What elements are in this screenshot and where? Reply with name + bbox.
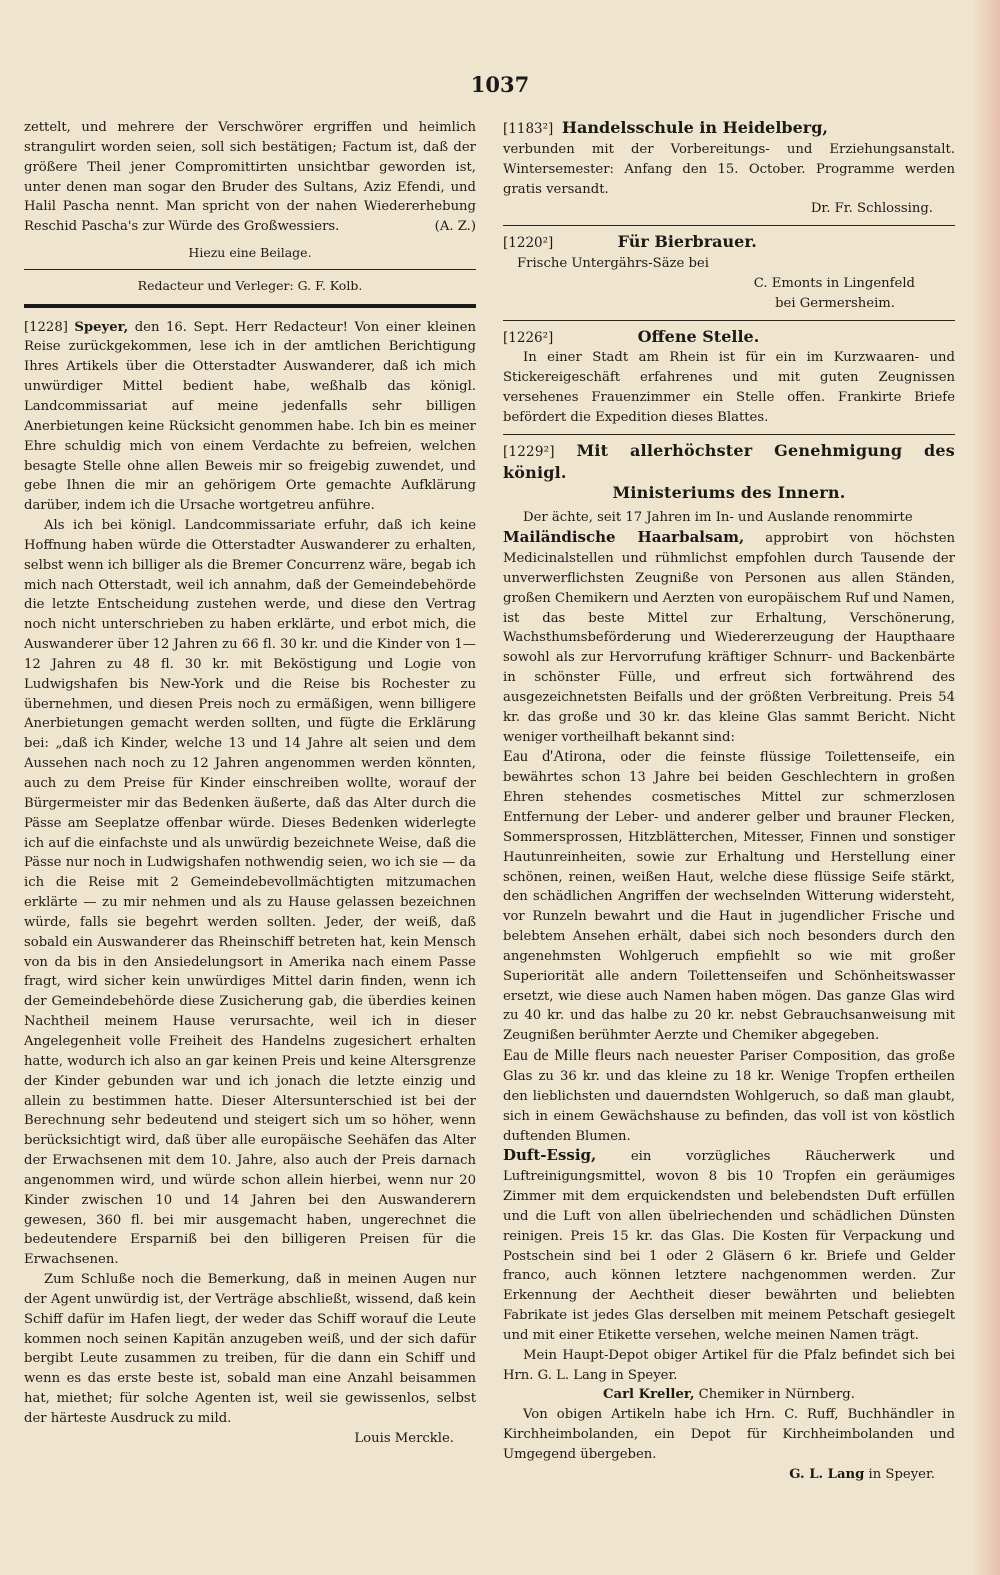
ad-body: In einer Stadt am Rhein ist für ein im Kurzwaaren- und Stickereigeschäft erfahrenes und mit guten Zeugnissen versehenes Frauenzimmer ein Stelle offen. Frankirte Briefe befördert die Expedition dieses Blattes. bbox=[503, 350, 955, 425]
final-signature bbox=[503, 1465, 955, 1485]
letter-second-paragraph: Als ich bei königl. Landcommissariate erfuhr, daß ich keine Hoffnung haben würde die Otterstadter Auswanderer zu erhalten, selbst wenn ich billiger als die Bremer Concurrenz wäre, begab ich mich nach Otterstadt, weil ich annahm, daß der Gemeindebehörde die letzte Entscheidung zustehen werde, und diese den Vertrag noch nicht unterschrieben zu haben erklärte, und erbot mich, die Auswanderer über 12 Jahren zu 66 fl. 30 kr. und die Kinder von 1—12 Jahren zu 48 fl. 30 kr. mit Beköstigung und Logie von Ludwigshafen bis New-York und die Reise bis Rochester zu übernehmen, und diesen Preis noch zu ermäßigen, wenn billigere Anerbietungen gemacht werden sollten, und fügte die Erklärung bei: „daß ich Kinder, welche 13 und 14 Jahre alt seien und dem Aussehen nach noch zu 12 Jahren angenommen werden könnten, auch zu dem Preise für Kinder einschreiben wollte, worauf der Bürgermeister mir das Bedenken äußerte, daß das Alter durch die Pässe am Seeplatze offenbar würde. Dieses Bedenken widerlegte ich auf die einfachste und als unwürdig bezeichnete Weise, daß die Pässe nur noch in Ludwigshafen nothwendig seien, wo ich sie — da ich die Reise mit 2 Gemeindebevollmächtigten mitzumachen erklärte — zu mir nehmen und als zu Hause gelassen bezeichnen würde, falls sie begehrt werden sollten. Jeder, der weiß, daß sobald ein Auswanderer das Rheinschiff betreten hat, kein Mensch von da bis in den Ansiedelungsort in Amerika nach einem Passe fragt, wird sicher kein unwürdiges Mittel darin finden, wenn ich der Gemeindebehörde diese Zusicherung gab, die überdies keinen Nachtheil meinem Hause verursachte, weil ich in dieser Angelegenheit volle Freiheit des Handelns zugesichert erhalten hatte, wodurch ich also an gar keinen Preis und keine Altersgrenze der Kinder gebunden war und ich jonach die letzte einzig und allein zu bestimmen hatte. Dieser Altersunterschied ist bei der Berechnung sehr bedeutend und steigert sich um so höher, wenn berücksichtigt wird, daß über alle europäische Seehäfen das Alter der Erwachsenen mit dem 10. Jahre, also auch der Preis darnach angenommen wird, und würde schon allein hierbei, wenn nur 20 Kinder zwischen 10 und 14 Jahren bei den Auswanderern gewesen, 360 fl. bei mir ausgemacht haben, ungerechnet die bedeutendere Ersparniß bei den billigeren Preisen für die Erwachsenen. bbox=[24, 518, 476, 1268]
divider bbox=[24, 269, 476, 270]
product-eau-mille-fleurs bbox=[503, 1046, 955, 1146]
ad-heading: Mit allerhöchster Genehmigung des königl. bbox=[503, 440, 955, 482]
product-haarbalsam bbox=[503, 528, 955, 747]
product-text: nach neuester Pariser Composition, das große Glas zu 36 kr. und das kleine zu 18 kr. Wenige Tropfen ertheilen den lieblichsten und dauerndsten Wohlgeruch, so daß man glaubt, sich in einem Gewächshause zu befinden, das voll ist von köstlich duftenden Blumen. bbox=[503, 1049, 955, 1144]
right-column bbox=[503, 118, 955, 1489]
ad-intro: Der ächte, seit 17 Jahren im In- und Auslande renommirte bbox=[523, 510, 913, 526]
ad-number: [1183²] bbox=[503, 121, 554, 137]
maker-line bbox=[503, 1385, 955, 1405]
ad-offene-stelle bbox=[503, 327, 955, 428]
maker-title: Chemiker in Nürnberg. bbox=[698, 1387, 855, 1403]
left-column bbox=[24, 118, 476, 1449]
product-text: oder die feinste flüssige Toilettenseife, ein bewährtes schon 13 Jahre bei beiden Geschlechtern in großen Ehren stehendes cosmetisches Mittel zur schmerzlosen Entfernung der Leber- und anderer gelber und brauner Flecken, Sommersprossen, Hitzblätterchen, Mitesser, Finnen und sonstiger Hautunreinheiten, sowie zur Erhaltung und Herstellung einer schönen, reinen, weißen Haut, welche diese flüssige Seife stärkt, den schädlichen Angriffen der wechselnden Witterung widersteht, vor Runzeln bewahrt und die Haut in jugendlicher Frische und belebtem Ansehen erhält, dabei sich noch besonders durch den angenehmsten Wohlgeruch empfiehlt so wie mit großer Superiorität alle andern Toilettenseifen und Schönheitswasser ersetzt, wie diese auch Namen haben mögen. Das ganze Glas wird zu 40 kr. und das halbe zu 20 kr. nebst Gebrauchsanweisung mit Zeugnißen berühmter Aerzte und Chemiker abgegeben. bbox=[503, 750, 955, 1044]
ad-number: [1229²] bbox=[503, 443, 555, 460]
product-name: Eau de Mille fleurs bbox=[503, 1047, 632, 1065]
ad-line: bei Germersheim. bbox=[775, 295, 895, 311]
product-name: Duft-Essig, bbox=[503, 1146, 597, 1165]
thick-divider bbox=[24, 304, 476, 308]
product-text: ein vorzügliches Räucherwerk und Luftreinigungsmittel, wovon 8 bis 10 Tropfen ein geräumiges Zimmer mit dem erquickendsten und belebendsten Duft erfüllen und die Luft von allen übelriechenden und schädlichen Dünsten reinigen. Preis 15 kr. das Glas. Die Kosten für Verpackung und Postschein sind bei 1 oder 2 Gläsern 6 kr. Briefe und Gelder franco, auch können letztere nachgenommen werden. Zur Erkennung der Aechtheit dieser bewährten und beliebten Fabrikate ist jedes Glas derselben mit meinem Petschaft gesiegelt und mit einer Etikette versehen, welche meinen Namen trägt. bbox=[503, 1149, 955, 1343]
ad-handelsschule bbox=[503, 118, 955, 219]
ad-number: [1220²] bbox=[503, 235, 554, 252]
continued-article-text: zettelt, und mehrere der Verschwörer ergriffen und heimlich strangulirt worden seien, soll sich bestätigen; Factum ist, daß der größere Theil jener Compromittirten unsichtbar geworden ist, unter denen man sogar den Bruder des Sultans, Aziz Efendi, und Halil Pascha nennt. Man spricht von der nahen Wiedererhebung Reschid Pascha's zur Würde des Großwessiers. bbox=[24, 120, 476, 235]
dealer-note: Von obigen Artikeln habe ich Hrn. C. Ruff, Buchhändler in Kirchheimbolanden, ein Depot für Kirchheimbolanden und Umgegend übergeben. bbox=[503, 1407, 955, 1462]
final-place: in Speyer. bbox=[868, 1466, 935, 1482]
ad-bierbrauer bbox=[503, 232, 955, 313]
product-name: Mailändische Haarbalsam, bbox=[503, 528, 745, 547]
ad-body: verbunden mit der Vorbereitungs- und Erziehungsanstalt. Wintersemester: Anfang den 15. October. Programme werden gratis versandt. bbox=[503, 141, 955, 197]
letter-first-paragraph bbox=[24, 318, 476, 516]
product-eau-atirona bbox=[503, 747, 955, 1046]
ad-line: C. Emonts in Lingenfeld bbox=[753, 275, 915, 291]
divider bbox=[503, 434, 955, 435]
ad-title: Für Bierbrauer. bbox=[617, 232, 757, 252]
divider bbox=[503, 225, 955, 226]
ad-signature: Dr. Fr. Schlossing. bbox=[810, 201, 933, 217]
page-number: 1037 bbox=[470, 72, 530, 97]
divider bbox=[503, 320, 955, 321]
ad-line: Frische Untergährs-Säze bei bbox=[517, 256, 709, 272]
supplement-note: Hiezu eine Beilage. bbox=[188, 244, 312, 260]
article-source: (A. Z.) bbox=[434, 219, 476, 235]
maker-name: Carl Kreller, bbox=[603, 1387, 695, 1403]
letter-third-paragraph: Zum Schluße noch die Bemerkung, daß in meinen Augen nur der Agent unwürdig ist, der Verträge abschließt, wissend, daß kein Schiff dafür im Hafen liegt, der weder das Schiff worauf die Leute kommen noch seinen Kapitän anzugeben weiß, und der sich dafür bergibt Leute zusammen zu treiben, für die dann ein Schiff und wenn es das erste beste ist, sobald man eine Anzahl beisammen hat, miethet; für solche Agenten ist, weil sie gewissenlos, selbst der härteste Ausdruck zu mild. bbox=[24, 1272, 476, 1426]
imprint-line: Redacteur und Verleger: G. F. Kolb. bbox=[137, 277, 363, 293]
depot-note: Mein Haupt-Depot obiger Artikel für die Pfalz befindet sich bei Hrn. G. L. Lang in Speyer. bbox=[503, 1347, 955, 1383]
page-edge-shading bbox=[972, 0, 1000, 1575]
product-duft-essig bbox=[503, 1146, 955, 1345]
ad-title: Offene Stelle. bbox=[637, 326, 760, 346]
letter-p1-text: den 16. Sept. Herr Redacteur! Von einer kleinen Reise zurückgekommen, lese ich in der amtlichen Berichtigung Ihres Artikels über die Otterstadter Auswanderer, daß ich mich unwürdiger Mittel bedient habe, weßhalb das königl. Landcommissariat auf meine jedenfalls sehr billigen Anerbietungen keine Rücksicht genommen habe. Ich bin es meiner Ehre schuldig mich von einem Verdachte zu befreien, welchen besagte Stelle ohne allen Beweis mir so freigebig zuwendet, und gebe Ihnen die mir an gehörigem Orte gemachte Aufklärung darüber, indem ich die Ursache wortgetreu anführe. bbox=[24, 319, 476, 514]
ad-title: Handelsschule in Heidelberg, bbox=[561, 118, 828, 137]
letter-signature: Louis Merckle. bbox=[354, 1430, 454, 1446]
product-name: Eau d'Atirona, bbox=[503, 748, 606, 766]
ad-heading: Ministeriums des Innern. bbox=[612, 482, 846, 502]
ad-haarbalsam bbox=[503, 441, 955, 1485]
letter-place: Speyer, bbox=[74, 319, 129, 335]
final-name: G. L. Lang bbox=[789, 1466, 865, 1482]
product-text: approbirt von höchsten Medicinalstellen und rühmlichst empfohlen durch Tausende der unverwerflichsten Zeugniße von Personen aus allen Ständen, großen Chemikern und Aerzten von europäischem Ruf und Namen, ist das beste Mittel zur Erhaltung, Verschönerung, Wachsthumsbeförderung und Wiedererzeugung der Haupthaare sowohl als zur Hervorrufung kräftiger Schnurr- und Backenbärte in schönster Fülle, und erfreut sich fortwährend des ausgezeichnetsten Beifalls und der größten Verbreitung. Preis 54 kr. das große und 30 kr. das kleine Glas sammt Bericht. Nicht weniger vortheilhaft bekannt sind: bbox=[503, 531, 955, 745]
ad-number: [1226²] bbox=[503, 329, 554, 346]
letter-number: [1228] bbox=[24, 319, 68, 335]
